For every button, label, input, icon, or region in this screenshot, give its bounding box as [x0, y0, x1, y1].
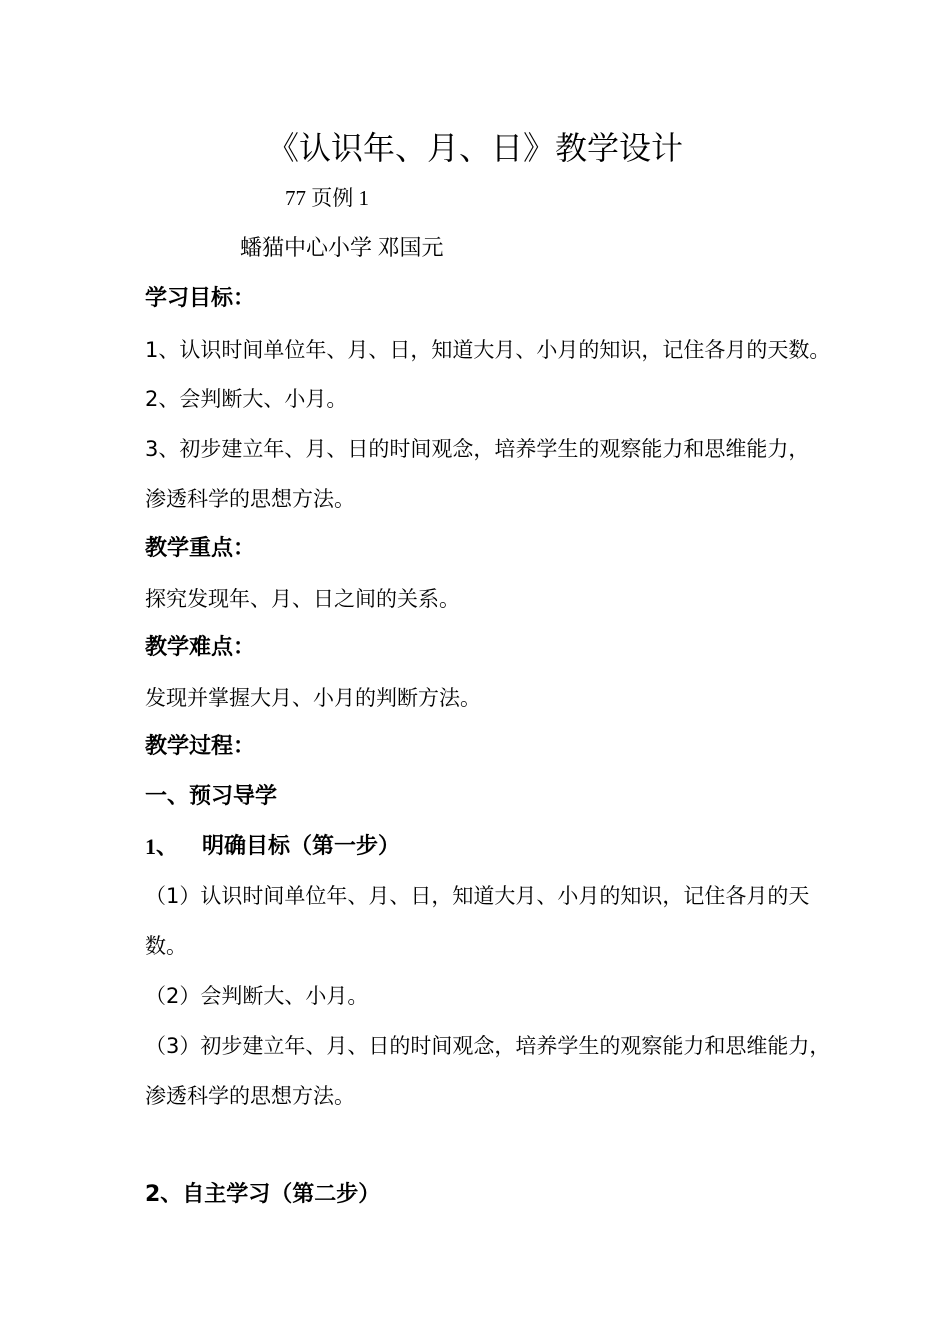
step-one-item-1-continued: 数。	[145, 934, 187, 958]
objective-item-3-continued: 渗透科学的思想方法。	[145, 487, 355, 511]
step-one-title: 明确目标（第一步）	[202, 834, 401, 859]
section-one-heading: 一、预习导学	[145, 784, 278, 809]
objectives-heading: 学习目标：	[145, 286, 256, 311]
step-two-heading: 2、自主学习（第二步）	[145, 1182, 381, 1207]
document-title: 《认识年、月、日》教学设计	[266, 129, 683, 167]
author-line: 蟠猫中心小学 邓国元	[240, 235, 444, 260]
difficulties-text: 发现并掌握大月、小月的判断方法。	[145, 686, 481, 710]
page-reference: 77 页例 1	[285, 186, 369, 210]
key-points-text: 探究发现年、月、日之间的关系。	[145, 587, 460, 611]
difficulties-heading: 教学难点：	[145, 635, 256, 660]
objective-item-3: 3、初步建立年、月、日的时间观念，培养学生的观察能力和思维能力，	[145, 437, 810, 461]
process-heading: 教学过程：	[145, 734, 256, 759]
objective-item-2: 2、会判断大、小月。	[145, 387, 348, 411]
step-one-item-2: （2）会判断大、小月。	[145, 984, 369, 1008]
step-one-item-3: （3）初步建立年、月、日的时间观念，培养学生的观察能力和思维能力，	[145, 1034, 831, 1058]
step-one-item-1: （1）认识时间单位年、月、日，知道大月、小月的知识，记住各月的天	[145, 884, 810, 908]
step-one-number: 1、	[145, 834, 179, 859]
objective-item-1: 1、认识时间单位年、月、日，知道大月、小月的知识，记住各月的天数。	[145, 338, 831, 362]
key-points-heading: 教学重点：	[145, 536, 256, 561]
step-one-item-3-continued: 渗透科学的思想方法。	[145, 1084, 355, 1108]
